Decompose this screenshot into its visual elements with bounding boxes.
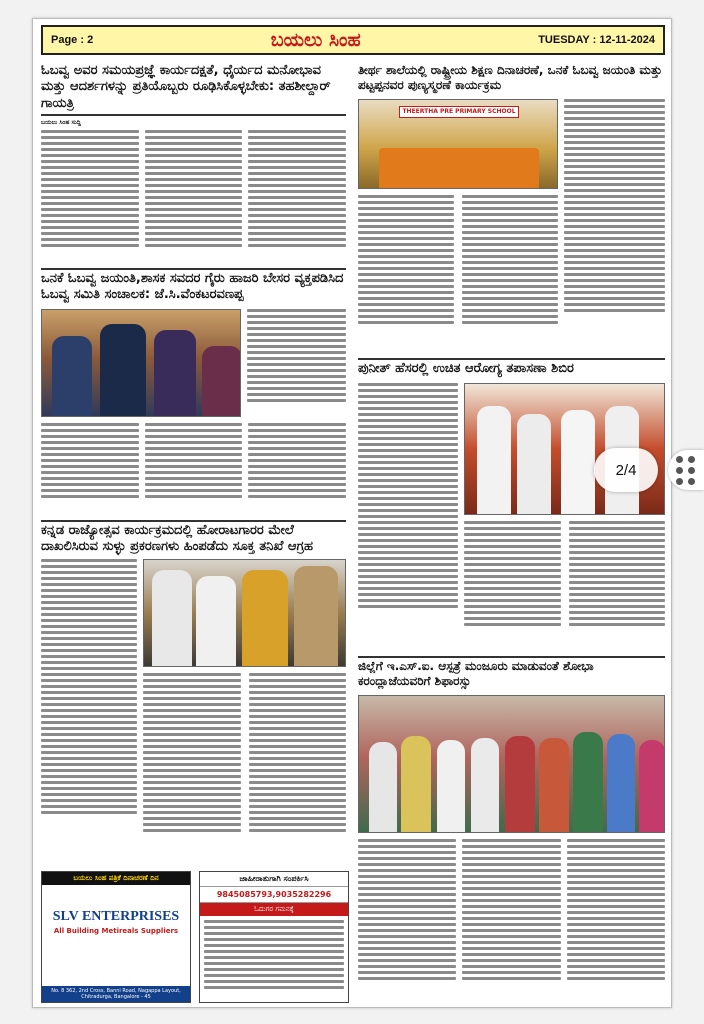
article2-photo — [41, 309, 241, 417]
contact-ad — [199, 871, 349, 1003]
article2-body — [41, 423, 346, 511]
newspaper-page — [32, 18, 672, 1008]
article2-body-side — [247, 309, 346, 417]
right-column — [358, 63, 665, 93]
article6-photo — [358, 695, 665, 833]
ad-header: ಬಯಲು ಸಿಂಹ ಪತ್ರಿಕೆ ದಿನಾಚರಣೆ ದಿನ — [42, 872, 190, 885]
contact-heading: ಜಾಹೀರಾತುಗಾಗಿ ಸಂಪರ್ಕಿಸಿ — [200, 872, 348, 887]
slv-enterprises-ad — [41, 871, 191, 1003]
article1-headline: ಓಬವ್ವ ಅವರ ಸಮಯಪ್ರಜ್ಞೆ ಕಾರ್ಯದಕ್ಷತೆ, ಧೈರ್ಯದ ಮನೋಭಾವ ಮತ್ತು ಆದರ್ಶಗಳನ್ನು ಪ್ರತಿಯೊಬ್ಬರು ರೂಢಿಸಿಕೊಳ್ಳಬೇಕು: ತಹಶೀಲ್ದಾರ್ ಗಾಯತ್ರಿ — [41, 63, 331, 111]
newspaper-title: ಬಯಲು ಸಿಂಹ — [270, 29, 361, 51]
article6-body — [358, 839, 665, 1003]
contact-phones: 9845085793,9035282296 — [200, 887, 348, 903]
article5-body — [464, 521, 665, 647]
grid-dots-icon[interactable] — [668, 450, 704, 490]
article6-headline: ಜಿಲ್ಲೆಗೆ ಇ.ಎಸ್.ಐ. ಆಸ್ಪತ್ರೆ ಮಂಜೂರು ಮಾಡುವಂತೆ ಶೋಭಾ ಕರಂದ್ಲಾಜೆಯವರಿಗೆ ಶಿಫಾರಸ್ಸು — [358, 659, 594, 688]
article1-dateline: ಬಯಲು ಸಿಂಹ ಸುದ್ದಿ — [41, 119, 81, 126]
divider — [358, 656, 665, 658]
page-indicator[interactable]: 2/4 — [594, 448, 658, 492]
divider — [41, 114, 346, 116]
article3-body — [143, 673, 346, 859]
article4-body-side — [564, 99, 665, 349]
school-banner: THEERTHA PRE PRIMARY SCHOOL — [399, 106, 519, 118]
divider — [41, 520, 346, 522]
page-number: Page : 2 — [51, 34, 94, 46]
article3-photo — [143, 559, 346, 667]
article3-body-left — [41, 559, 137, 859]
ad-company-name: SLV ENTERPRISES — [52, 909, 180, 924]
article4-headline: ತೀರ್ಥ ಶಾಲೆಯಲ್ಲಿ ರಾಷ್ಟ್ರೀಯ ಶಿಕ್ಷಣ ದಿನಾಚರಣೆ, ಒನಕೆ ಓಬವ್ವ ಜಯಂತಿ ಮತ್ತು ಪಟ್ಟಪ್ಪನವರ ಪುಣ್ಯಸ್ಮರಣೆ ಕಾರ್ಯಕ್ರಮ — [358, 63, 663, 92]
article4-body — [358, 195, 558, 349]
issue-date: TUESDAY : 12-11-2024 — [538, 34, 655, 46]
article1-body — [41, 119, 346, 259]
ad-address: No. 8 362, 2nd Cross, Banni Road, Nagappa Layout, Chitradurga, Bangalore - 45 — [42, 986, 190, 1002]
left-column — [41, 63, 346, 112]
ad-company-tagline: All Building Metireals Suppliers — [53, 927, 179, 935]
article3-headline: ಕನ್ನಡ ರಾಜ್ಯೋತ್ಸವ ಕಾರ್ಯಕ್ರಮದಲ್ಲಿ ಹೋರಾಟಗಾರರ ಮೇಲೆ ದಾಖಲಿಸಿರುವ ಸುಳ್ಳು ಪ್ರಕರಣಗಳು ಹಿಂಪಡೆದು ಸೂಕ್ತ ತನಿಖೆ ಆಗ್ರಹ — [41, 523, 314, 555]
article2-headline: ಒನಕೆ ಓಬವ್ವ ಜಯಂತಿ,ಶಾಸಕ ಸವದರ ಗೈರು ಹಾಜರಿ ಬೇಸರ ವ್ಯಕ್ತಪಡಿಸಿದ ಓಬವ್ವ ಸಮಿತಿ ಸಂಚಾಲಕ: ಜೆ.ಸಿ.ವೆಂಕಟರವಣಪ್ಪ — [41, 271, 344, 303]
masthead — [41, 25, 665, 55]
readers-notice-banner: ಓದುಗರ ಗಮನಕ್ಕೆ — [200, 903, 348, 916]
divider — [358, 358, 665, 360]
article5-headline: ಪುನೀತ್ ಹೆಸರಲ್ಲಿ ಉಚಿತ ಆರೋಗ್ಯ ತಪಾಸಣಾ ಶಿಬಿರ — [358, 361, 574, 376]
article4-photo — [358, 99, 558, 189]
article5-body-left — [358, 383, 458, 647]
divider — [41, 268, 346, 270]
